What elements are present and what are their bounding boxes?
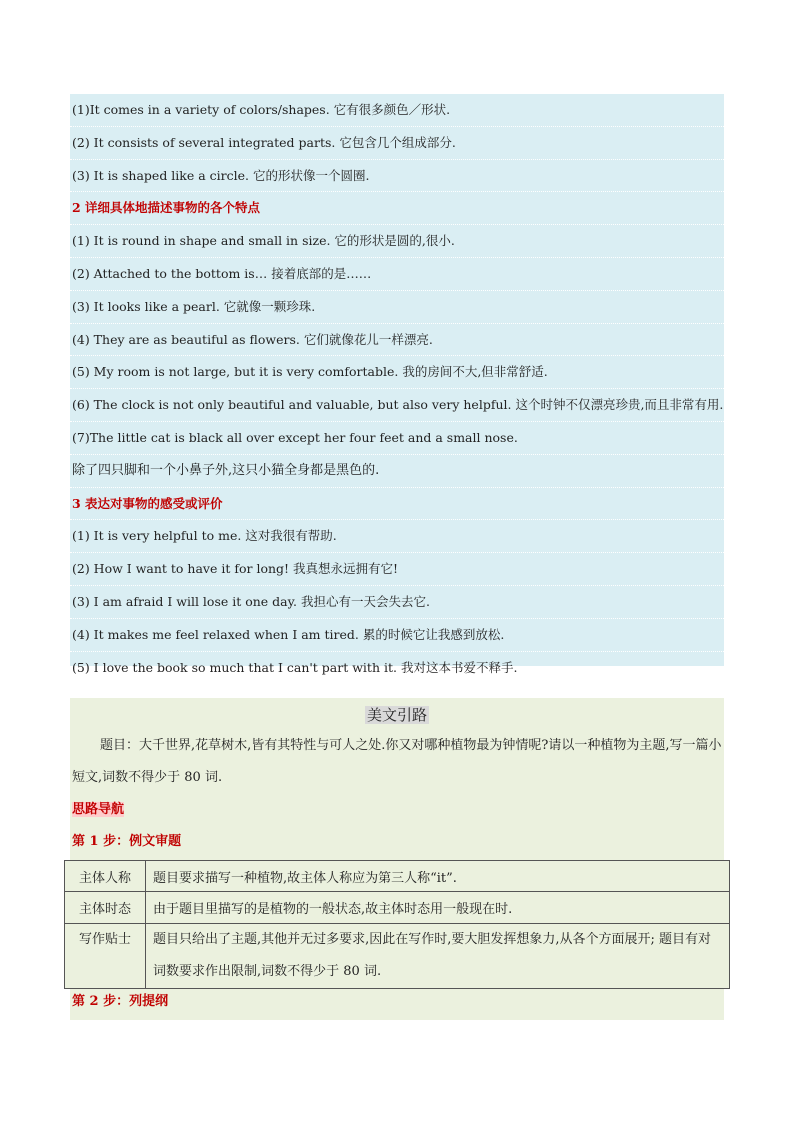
sentence-line: (4) It makes me feel relaxed when I am tired. 累的时候它让我感到放松.: [70, 619, 724, 652]
essay-prompt: 题目：大千世界,花草树木,皆有其特性与可人之处.你又对哪种植物最为钟情呢?请以一种植物为主题,写一篇小短文,词数不得少于 80 词.: [72, 738, 722, 785]
sentence-line: (4) They are as beautiful as flowers. 它们就像花儿一样漂亮.: [70, 324, 724, 357]
step-2-label: 第 2 步：列提纲: [72, 994, 169, 1009]
sentence-line: (2) Attached to the bottom is… 接着底部的是……: [70, 258, 724, 291]
sentence-line: (1) It is very helpful to me. 这对我很有帮助.: [70, 520, 724, 553]
table-key: 主体人称: [65, 861, 146, 892]
table-value: 题目要求描写一种植物,故主体人称应为第三人称“it”.: [146, 861, 730, 892]
analysis-table: [64, 860, 730, 989]
sentence-line: (7)The little cat is black all over except her four feet and a small nose.: [70, 422, 724, 455]
table-row: [65, 861, 730, 892]
table-row: [65, 892, 730, 924]
step-1-label: 第 1 步：例文审题: [72, 834, 182, 849]
table-row: [65, 924, 730, 989]
sentence-line: (3) It is shaped like a circle. 它的形状像一个圆圈.: [70, 160, 724, 193]
sentence-line: (1)It comes in a variety of colors/shapes. 它有很多颜色／形状.: [70, 94, 724, 127]
sentence-line: (2) How I want to have it for long! 我真想永远拥有它!: [70, 553, 724, 586]
sentence-line: (3) It looks like a pearl. 它就像一颗珍珠.: [70, 291, 724, 324]
sentence-line: (3) I am afraid I will lose it one day. 我担心有一天会失去它.: [70, 586, 724, 619]
table-key: 写作贴士: [65, 924, 146, 989]
table-value: 由于题目里描写的是植物的一般状态,故主体时态用一般现在时.: [146, 892, 730, 924]
sentence-patterns-box: [70, 94, 724, 675]
section-heading: 2 详细具体地描述事物的各个特点: [70, 192, 724, 225]
guide-label: 思路导航: [72, 802, 125, 817]
sentence-translation: 除了四只脚和一个小鼻子外,这只小猫全身都是黑色的.: [70, 455, 724, 488]
section-heading: 3 表达对事物的感受或评价: [70, 488, 724, 521]
sentence-line: (1) It is round in shape and small in size. 它的形状是圆的,很小.: [70, 225, 724, 258]
section-title: 美文引路: [366, 706, 427, 724]
sentence-line: (6) The clock is not only beautiful and valuable, but also very helpful. 这个时钟不仅漂亮珍贵,而且非常有用.: [70, 389, 724, 422]
table-value: 题目只给出了主题,其他并无过多要求,因此在写作时,要大胆发挥想象力,从各个方面展开; 题目有对词数要求作出限制,词数不得少于 80 词.: [146, 924, 730, 989]
table-key: 主体时态: [65, 892, 146, 924]
sentence-line: (2) It consists of several integrated parts. 它包含几个组成部分.: [70, 127, 724, 160]
sentence-line: (5) I love the book so much that I can't part with it. 我对这本书爱不释手.: [70, 652, 724, 685]
sentence-line: (5) My room is not large, but it is very comfortable. 我的房间不大,但非常舒适.: [70, 356, 724, 389]
